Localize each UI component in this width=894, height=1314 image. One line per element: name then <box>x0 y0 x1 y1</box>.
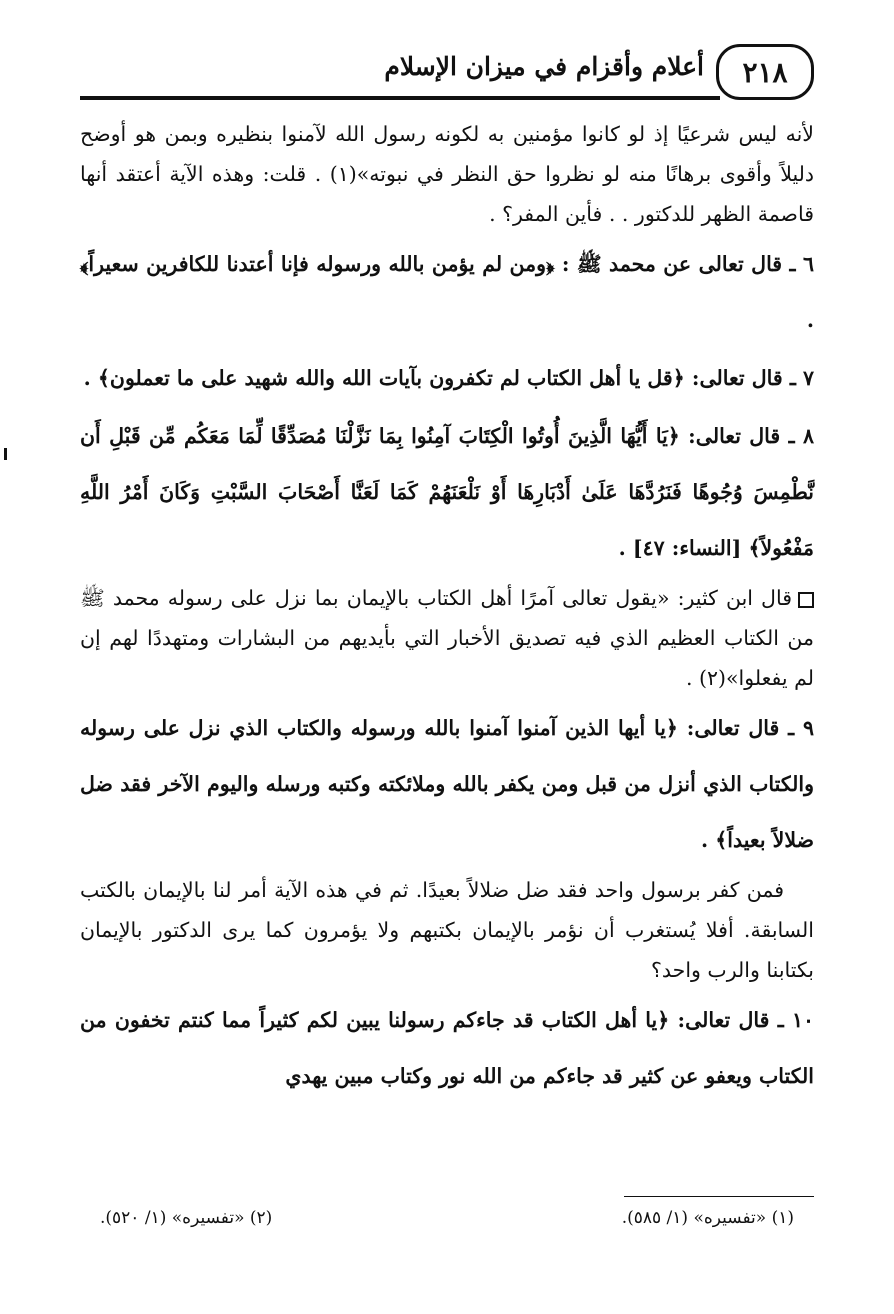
page-body <box>80 114 814 1106</box>
paragraph-2: ٦ ـ قال تعالى عن محمد ﷺ : ﴿ومن لم يؤمن بالله ورسوله فإنا أعتدنا للكافرين سعيراً﴾ . <box>80 252 814 332</box>
paragraph-5-text: قال ابن كثير: «يقول تعالى آمرًا أهل الكتاب بالإيمان بما نزل على رسوله محمد ﷺ من الكتاب العظيم الذي فيه تصديق الأخبار التي بأيديهم من البشارات ومتهددًا لهم إن لم يفعلوا»(٢) . <box>80 586 814 690</box>
paragraph-1: لأنه ليس شرعيًا إذ لو كانوا مؤمنين به لكونه رسول الله لآمنوا بنظيره وبمن هو أوضح دليلاً وأقوى برهانًا منه لو نظروا حق النظر في نبوته»(١) . قلت: وهذه الآية أعتقد أنها قاصمة الظهر للدكتور . . فأين المفر؟ . <box>80 122 815 226</box>
footnote-2: (٢) «تفسيره» (١/ ٥٢٠). <box>100 1208 273 1228</box>
paragraph-6: ٩ ـ قال تعالى: ﴿يا أيها الذين آمنوا آمنوا بالله ورسوله والكتاب الذي نزل على رسوله والكتاب الذي أنزل من قبل ومن يكفر بالله وملائكته وكتبه ورسله واليوم الآخر فقد ضل ضلالاً بعيداً﴾ . <box>80 716 814 852</box>
paragraph-7: فمن كفر برسول واحد فقد ضل ضلالاً بعيدًا. ثم في هذه الآية أمر لنا بالإيمان بالكتب السابقة. أفلا يُستغرب أن نؤمر بالإيمان بكتبهم ولا يؤمرون كما يرى الدكتور بالإيمان بكتابنا والرب واحد؟ <box>80 878 814 982</box>
page-number: ٢١٨ <box>716 44 814 100</box>
footnote-1: (١) «تفسيره» (١/ ٥٨٥). <box>621 1208 794 1228</box>
paragraph-5 <box>80 578 814 698</box>
paragraph-4: ٨ ـ قال تعالى: ﴿يَا أَيُّهَا الَّذِينَ أُوتُوا الْكِتَابَ آمِنُوا بِمَا نَزَّلْنَا مُصَدِّقًا لِّمَا مَعَكُم مِّن قَبْلِ أَن نَّطْمِسَ وُجُوهًا فَنَرُدَّهَا عَلَىٰ أَدْبَارِهَا أَوْ نَلْعَنَهُمْ كَمَا لَعَنَّا أَصْحَابَ السَّبْتِ وَكَانَ أَمْرُ اللَّهِ مَفْعُولاً﴾ [النساء: ٤٧] . <box>80 424 814 560</box>
margin-mark <box>4 448 7 460</box>
header-rule <box>80 96 720 100</box>
square-bullet-icon <box>798 592 814 608</box>
page-header <box>80 40 814 100</box>
paragraph-3: ٧ ـ قال تعالى: ﴿قل يا أهل الكتاب لم تكفرون بآيات الله والله شهيد على ما تعملون﴾ . <box>83 366 814 390</box>
footnotes <box>80 1208 814 1228</box>
running-title: أعلام وأقزام في ميزان الإسلام <box>384 52 704 81</box>
footnote-rule <box>624 1196 814 1197</box>
paragraph-8: ١٠ ـ قال تعالى: ﴿يا أهل الكتاب قد جاءكم رسولنا يبين لكم كثيراً مما كنتم تخفون من الكتاب ويعفو عن كثير قد جاءكم من الله نور وكتاب مبين يهدي <box>80 1008 814 1088</box>
